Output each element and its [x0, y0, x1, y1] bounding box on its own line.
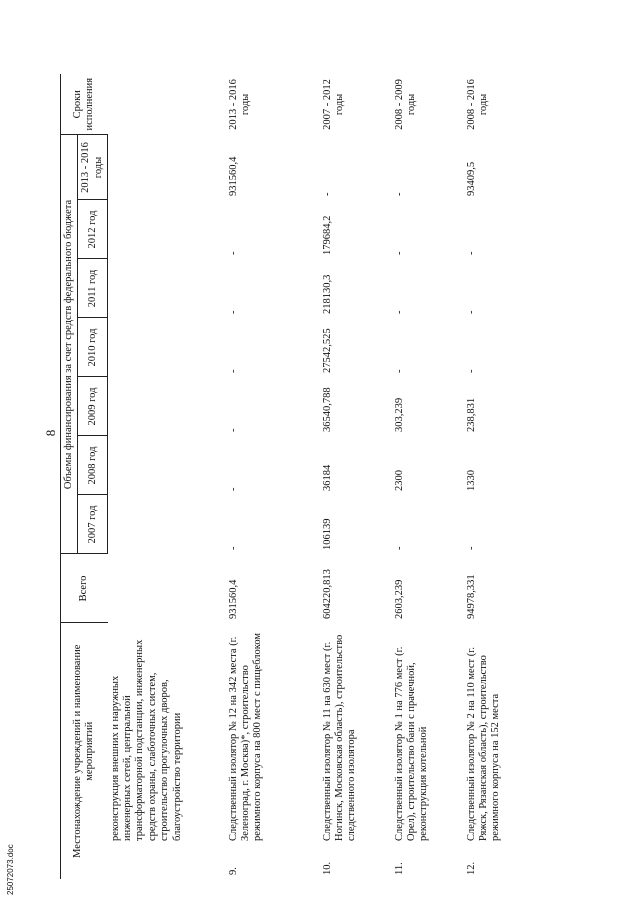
row-value: - — [393, 192, 405, 196]
row-name: Следственный изолятор № 11 на 630 мест (г. Ногинск, Московская область), строительство следственного изолятора — [321, 634, 358, 841]
row-value: - — [393, 546, 405, 550]
row-value: 27542,525 — [321, 328, 333, 373]
year-header: 2009 год — [78, 377, 108, 436]
row-value: - — [227, 251, 239, 255]
row-value: - — [227, 310, 239, 314]
row-value: - — [465, 310, 477, 314]
table-row — [320, 74, 392, 879]
row-value: 93409,5 — [465, 161, 477, 196]
row-value — [108, 436, 226, 495]
row-value: - — [393, 369, 405, 373]
year-header: 2008 год — [78, 436, 108, 495]
rotated-page — [40, 0, 640, 905]
row-value: 36540,788 — [321, 387, 333, 432]
row-term: 2008 - 2016 годы — [465, 79, 489, 130]
row-name: Следственный изолятор № 1 на 776 мест (г. Орел), строительство бани с прачечной, реконструкция котельной — [393, 646, 430, 841]
row-value — [108, 377, 226, 436]
row-value: - — [465, 369, 477, 373]
row-number: 9. — [227, 867, 239, 875]
row-value — [108, 318, 226, 377]
year-header: 2010 год — [78, 318, 108, 377]
row-value: 238,831 — [465, 397, 477, 432]
row-value — [108, 135, 226, 200]
year-header: 2007 год — [78, 495, 108, 554]
row-value: 2300 — [393, 470, 405, 491]
table-row — [464, 74, 544, 879]
row-value: - — [465, 546, 477, 550]
row-number: 10. — [321, 861, 333, 875]
year-header: 2012 год — [78, 200, 108, 259]
row-number: 12. — [465, 861, 477, 875]
financing-title: Объемы финансирования за счет средств федерального бюджета — [61, 135, 78, 554]
row-value: 1330 — [465, 470, 477, 491]
row-value — [108, 259, 226, 318]
row-total — [108, 554, 226, 623]
footer-code: 25072073.doc — [6, 844, 15, 895]
year-header: 2013 - 2016 годы — [78, 135, 108, 200]
row-term — [108, 74, 226, 135]
row-value: - — [465, 251, 477, 255]
row-value: 36184 — [321, 464, 333, 491]
row-name: Следственный изолятор № 2 на 110 мест (г. Ряжск, Рязанская область), строительство режимного корпуса на 152 места — [465, 646, 502, 841]
row-value: 931560,4 — [227, 156, 239, 196]
row-value — [108, 200, 226, 259]
row-value: - — [321, 192, 333, 196]
row-value: 303,239 — [393, 397, 405, 432]
row-value — [108, 495, 226, 554]
row-value: - — [227, 487, 239, 491]
row-number: 11. — [393, 862, 405, 875]
total-header: Всего — [61, 554, 108, 623]
row-value: - — [393, 310, 405, 314]
row-term: 2013 - 2016 годы — [227, 79, 251, 130]
row-term: 2007 - 2012 годы — [321, 79, 345, 130]
row-value: 218130,3 — [321, 274, 333, 314]
row-name: реконструкция внешних и наружных инженерных сетей, центральной трансформаторной подстанции, инженерных средств охраны, слаботочных систем, строительство прогулочных дворов, благоустройство территории — [109, 639, 183, 841]
row-value: - — [393, 251, 405, 255]
row-total: 94978,331 — [465, 574, 477, 619]
table-row — [108, 74, 226, 879]
terms-header: Сроки исполнения — [71, 77, 96, 131]
row-number — [108, 845, 226, 879]
row-value: - — [227, 546, 239, 550]
year-header: 2011 год — [78, 259, 108, 318]
row-value: - — [227, 428, 239, 432]
row-total: 604220,813 — [321, 569, 333, 619]
row-total: 931560,4 — [227, 579, 239, 619]
row-total: 2603,239 — [393, 579, 405, 619]
row-value: - — [227, 369, 239, 373]
financing-table — [60, 74, 544, 879]
table-row — [226, 74, 320, 879]
row-term: 2008 - 2009 годы — [393, 79, 417, 130]
location-header: Местонахождение учреждений и наименование мероприятий — [61, 623, 108, 879]
row-value: 179684,2 — [321, 215, 333, 255]
table-row — [392, 74, 464, 879]
row-value: 106139 — [321, 518, 333, 550]
row-name: Следственный изолятор № 12 на 342 места (г. Зеленоград, г. Москва)*, строительство режимного корпуса на 800 мест с пищеблоком — [227, 632, 264, 841]
page-number: 8 — [43, 429, 58, 437]
